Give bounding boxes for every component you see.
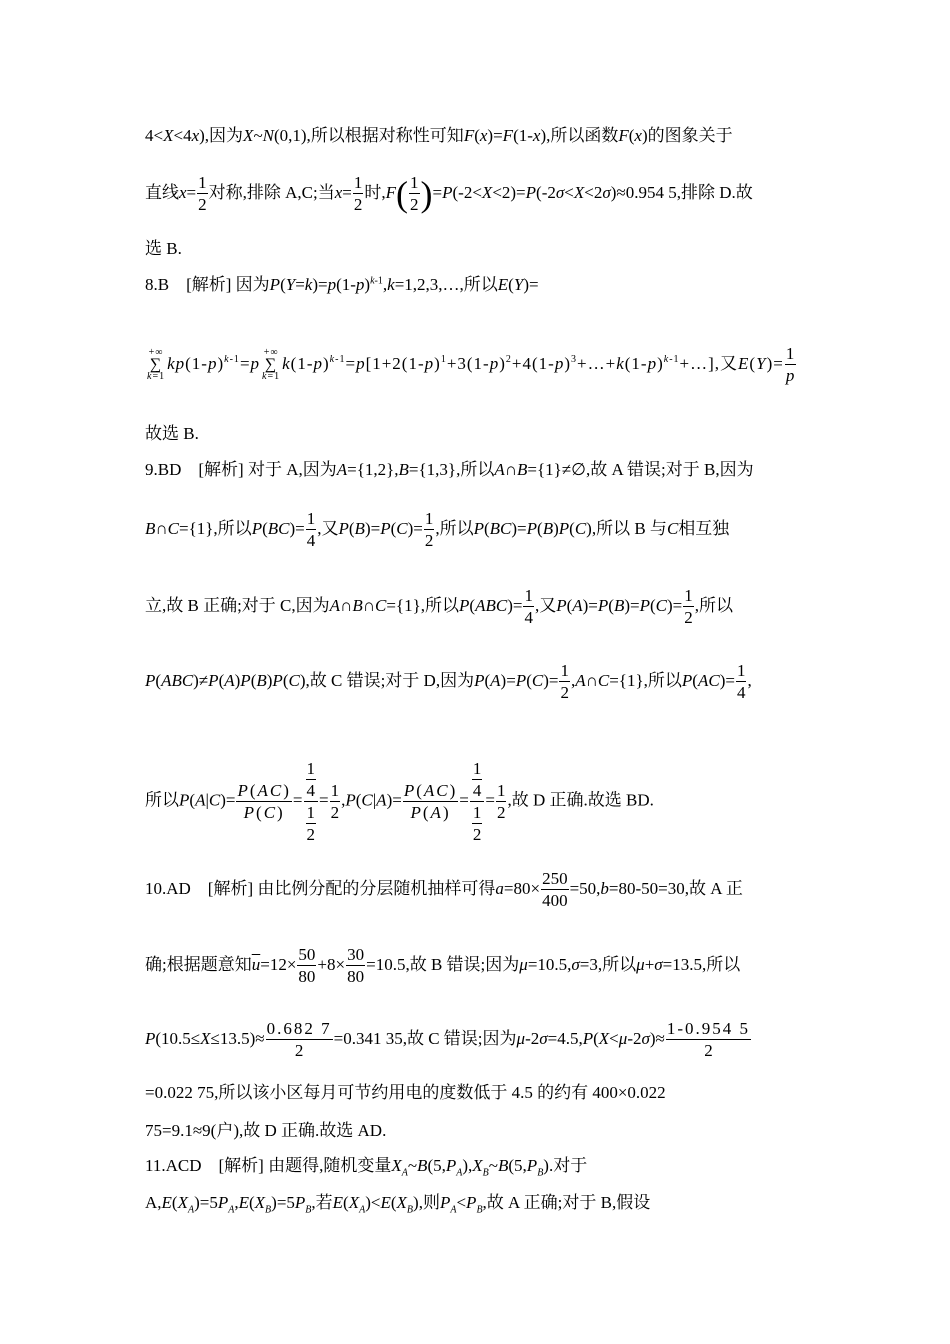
fraction: $\frac{1}{4}$ <box>524 586 533 627</box>
text-line-4: 8.B [解析] 因为$P(Y=k)=p(1-p)^{k-1},k=1,2,3,\dots$,所以E(Y)= <box>145 275 539 294</box>
fraction: $\frac{1}{p}$ <box>785 344 796 385</box>
text-line-1: 4<X<4x),因为X~N(0,1),所以根据对称性可知F(x)=F(1-x),所以函数F(x)的图象关于 <box>145 126 733 145</box>
fraction: $\frac{0.682 7}{2}$ <box>266 1019 332 1060</box>
fraction: $\frac{1}{2}$ <box>496 780 506 822</box>
text-line-18: $A,E(X_A)=5P_A,E(X_B)=5P_B$,若$E(X_A)<E(X_B)$,则$P_A<P_B$,故 A 正确;对于 B,假设 <box>145 1193 651 1216</box>
sum-symbol: +∞ ∑ k=1 <box>262 346 281 383</box>
fraction: $\frac{1}{4}$ <box>306 509 316 550</box>
text-line-17: 11.ACD [解析] 由题得,随机变量$X_A\sim B(5,P_A),X_B\sim B(5,P_B)$.对于 <box>145 1156 588 1179</box>
fraction: $\frac{1}{2}$ <box>353 173 363 214</box>
text-line-11: 所以P(A|C)= $\frac{P(AC)}{P(C)}$ = $\frac{\frac{1}{4}}{\frac{1}{2}}$ = $\frac{1}{2}$ ,P(C|A)= $\frac{P(AC)}{P(A)}$ = $\frac{\frac{1}{4}}{\frac{1}{2}}$ = $\frac{1}{2}$ ,故 D 正确.故选 BD. <box>145 759 654 844</box>
compound-fraction: $\frac{\frac{1}{4}}{\frac{1}{2}}$ <box>470 760 485 843</box>
text-line-9: 立,故 B 正确;对于 C,因为A∩B∩C={1},所以P(ABC)= $\frac{1}{4}$ ,又P(A)=P(B)=P(C)= $\frac{1}{2}$ ,所以 <box>145 586 733 627</box>
fraction: $\frac{1}{2}$ <box>330 780 340 822</box>
fraction: $\frac{1}{2}$ <box>684 586 693 627</box>
fraction: $\frac{1}{2}$ <box>410 173 419 214</box>
compound-fraction: $\frac{\frac{1}{4}}{\frac{1}{2}}$ <box>304 760 319 843</box>
text-line-14: P(10.5≤X≤13.5)≈ $\frac{0.682 7}{2}$ =0.341 35,故 C 错误;因为μ-2σ=4.5,P(X<μ-2σ)≈ $\frac{1-0.954 5}{2}$ <box>145 1019 751 1060</box>
fraction: $\frac{250}{400}$ <box>542 869 568 910</box>
text-line-5: +∞ ∑ $k=1kp(1-p)^{k-1}=p+\infty$ ∑ $k=1k(1-p)^{k-1}=p[1+2(1-p)^1+3(1-p)^2+4(1-p)^3+\dots+k(1-p)^{k-1}+\dots]$,又E(Y)= $\frac{1}{p}$ <box>147 344 796 385</box>
text-line-7: 9.BD [解析] 对于 A,因为A={1,2},B={1,3},所以A∩B={1}≠∅,故 A 错误;对于 B,因为 <box>145 460 754 479</box>
text-line-12: 10.AD [解析] 由比例分配的分层随机抽样可得a=80× $\frac{250}{400}$ =50,b=80-50=30,故 A 正 <box>145 869 743 910</box>
text-line-2: 直线x= $\frac{1}{2}$ 对称,排除 A,C;当x= $\frac{1}{2}$ 时,F( $\frac{1}{2}$ )=P(-2<X<2)=P(-2σ<X<2σ)≈0.954 5,排除 D.故 <box>145 173 753 214</box>
fraction: $\frac{P(AC)}{P(A)}$ <box>403 780 458 822</box>
text-line-15: =0.022 75,所以该小区每月可节约用电的度数低于 4.5 的约有 400×0.022 <box>145 1083 666 1102</box>
text-line-3: 选 B. <box>145 239 182 258</box>
text-line-8: B∩C={1},所以P(BC)= $\frac{1}{4}$ ,又P(B)=P(C)= $\frac{1}{2}$ ,所以P(BC)=P(B)P(C),所以 B 与C相互独 <box>145 509 730 550</box>
text-line-16: 75=9.1≈9(户),故 D 正确.故选 AD. <box>145 1121 387 1140</box>
fraction: $\frac{30}{80}$ <box>347 945 365 986</box>
fraction: $\frac{1}{2}$ <box>198 173 207 214</box>
text-line-6: 故选 B. <box>145 424 199 443</box>
text-line-10: P(ABC)≠P(A)P(B)P(C),故 C 错误;对于 D,因为P(A)=P(C)= $\frac{1}{2}$ ,A∩C={1},所以P(AC)= $\frac{1}{4}$ , <box>145 661 752 702</box>
sum-symbol: +∞ ∑ k=1 <box>147 346 166 383</box>
fraction: $\frac{1-0.954 5}{2}$ <box>666 1019 751 1060</box>
fraction: $\frac{P(AC)}{P(C)}$ <box>237 780 291 822</box>
text-line-13: 确;根据题意知$\overline{u}=12\times$ $\frac{50}{80}$ +8× $\frac{30}{80}$ =10.5,故 B 错误;因为μ=10.5,σ=3,所以μ+σ=13.5,所以 <box>145 945 741 986</box>
fraction: $\frac{1}{4}$ <box>736 661 746 702</box>
fraction: $\frac{1}{2}$ <box>424 509 434 550</box>
fraction: $\frac{50}{80}$ <box>298 945 316 986</box>
fraction: $\frac{1}{2}$ <box>560 661 569 702</box>
